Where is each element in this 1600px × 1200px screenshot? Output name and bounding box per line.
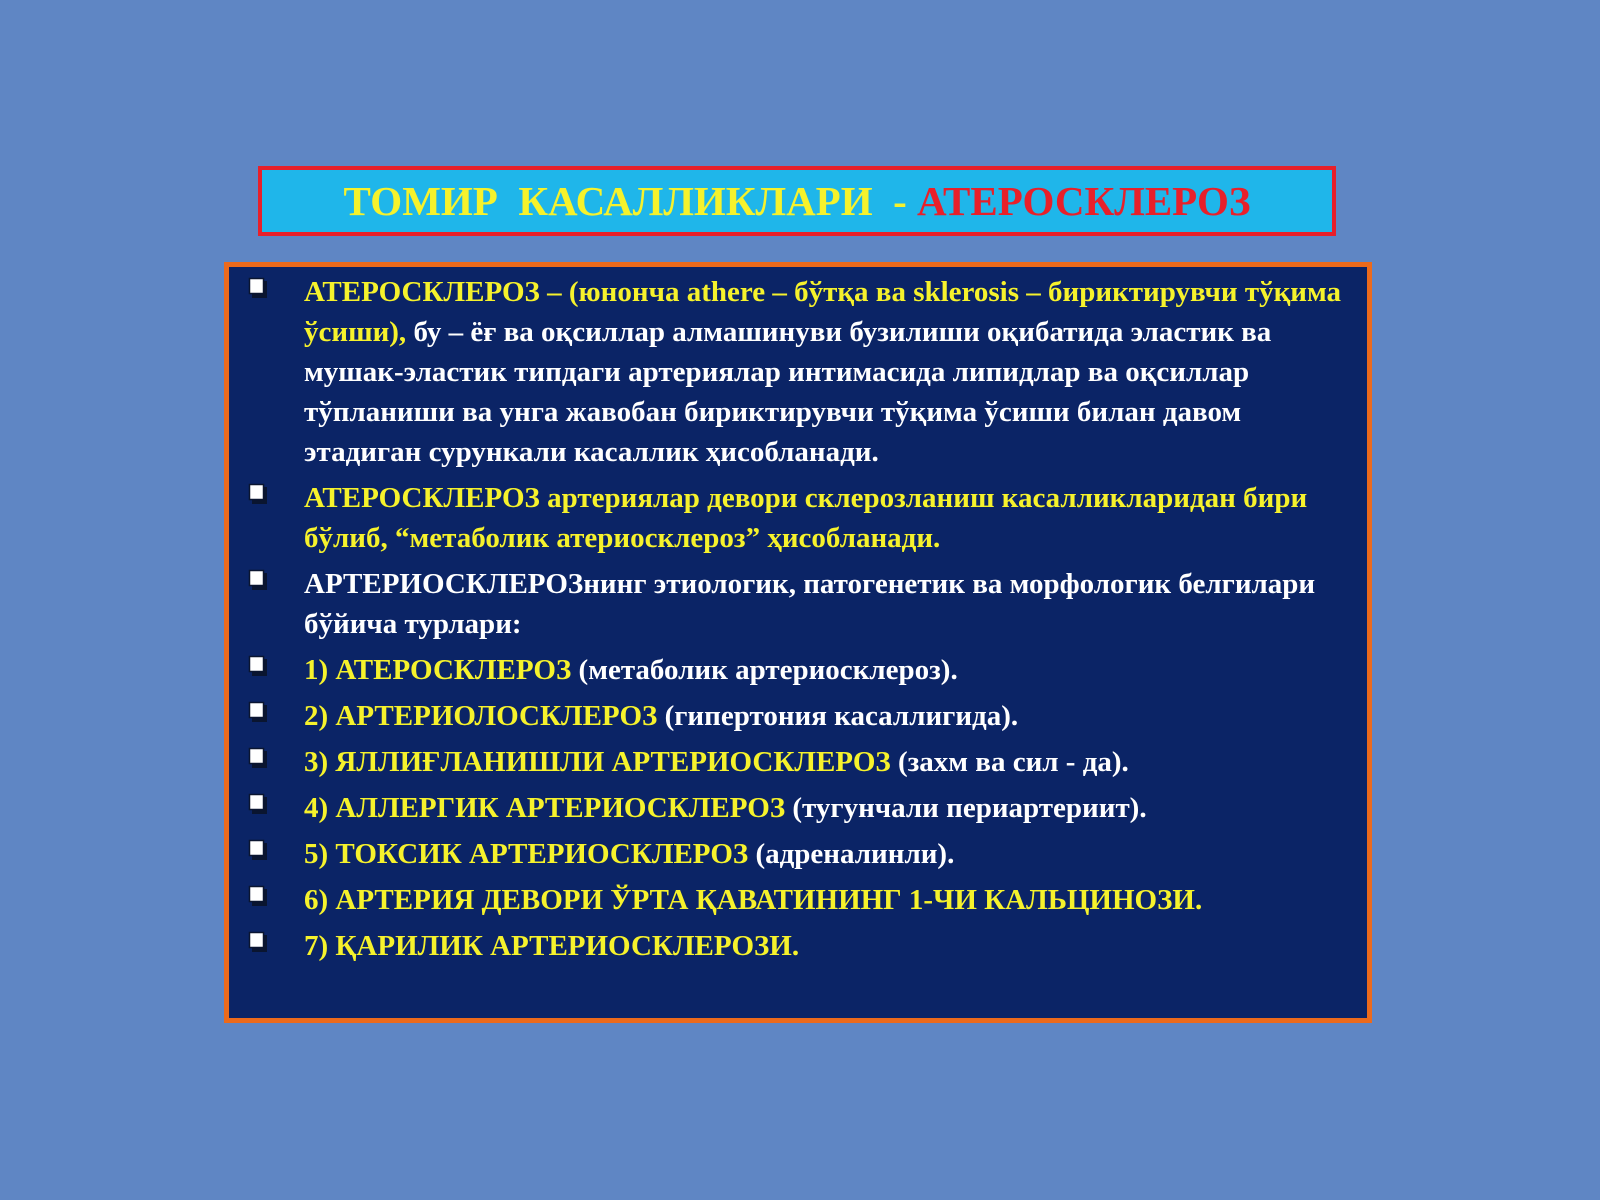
item-highlight: АТЕРОСКЛЕРОЗ – (юнонча athere – бўтқа ва sklerosis – бириктирувчи тўқима ўсиши), [304, 276, 1342, 348]
hollow-square-bullet-icon [248, 701, 268, 723]
item-highlight: 6) АРТЕРИЯ ДЕВОРИ ЎРТА ҚАВАТИНИНГ 1-ЧИ КАЛЬЦИНОЗИ. [304, 884, 1203, 916]
hollow-square-bullet-icon [248, 569, 268, 591]
item-text: (захм ва сил - да). [890, 746, 1129, 778]
list-item [240, 650, 1360, 690]
bullet-list [240, 272, 1360, 966]
hollow-square-bullet-icon [248, 839, 268, 861]
list-item [240, 696, 1360, 736]
title-banner [258, 166, 1336, 236]
list-item [240, 880, 1360, 920]
item-highlight: 4) АЛЛЕРГИК АРТЕРИОСКЛЕРОЗ [304, 792, 786, 824]
list-item [240, 272, 1360, 472]
list-item [240, 788, 1360, 828]
title-main-text: ТОМИР КАСАЛЛИКЛАРИ - [343, 178, 918, 224]
list-item [240, 926, 1360, 966]
item-text: (гипертония касаллигида). [657, 700, 1019, 732]
item-text: АРТЕРИОСКЛЕРОЗнинг этиологик, патогенетик ва морфологик белгилари бўйича турлари: [304, 568, 1316, 640]
item-highlight: 3) ЯЛЛИҒЛАНИШЛИ АРТЕРИОСКЛЕРОЗ [304, 746, 891, 778]
hollow-square-bullet-icon [248, 655, 268, 677]
list-item [240, 564, 1360, 644]
list-item [240, 834, 1360, 874]
hollow-square-bullet-icon [248, 483, 268, 505]
hollow-square-bullet-icon [248, 747, 268, 769]
hollow-square-bullet-icon [248, 277, 268, 299]
item-highlight: 7) ҚАРИЛИК АРТЕРИОСКЛЕРОЗИ. [304, 930, 800, 962]
list-item [240, 742, 1360, 782]
item-highlight: 2) АРТЕРИОЛОСКЛЕРОЗ [304, 700, 658, 732]
item-highlight: 1) АТЕРОСКЛЕРОЗ [304, 654, 572, 686]
list-item [240, 478, 1360, 558]
item-text: (тугунчали периартериит). [785, 792, 1147, 824]
item-highlight: АТЕРОСКЛЕРОЗ артериялар девори склерозланиш касалликларидан бири бўлиб, “метаболик атериосклероз” ҳисобланади. [304, 482, 1308, 554]
hollow-square-bullet-icon [248, 885, 268, 907]
item-text: (метаболик артериосклероз). [571, 654, 958, 686]
hollow-square-bullet-icon [248, 931, 268, 953]
hollow-square-bullet-icon [248, 793, 268, 815]
item-highlight: 5) ТОКСИК АРТЕРИОСКЛЕРОЗ [304, 838, 749, 870]
item-text: бу – ёғ ва оқсиллар алмашинуви бузилиши оқибатида эластик ва мушак-эластик типдаги артериялар интимасида липидлар ва оқсиллар тўпланиши ва унга жавобан бириктирувчи тўқима ўсиши билан давом этадиган сурункали касаллик ҳисобланади. [304, 316, 1272, 468]
item-text: (адреналинли). [748, 838, 955, 870]
title-accent-text: АТЕРОСКЛЕРОЗ [917, 178, 1251, 224]
